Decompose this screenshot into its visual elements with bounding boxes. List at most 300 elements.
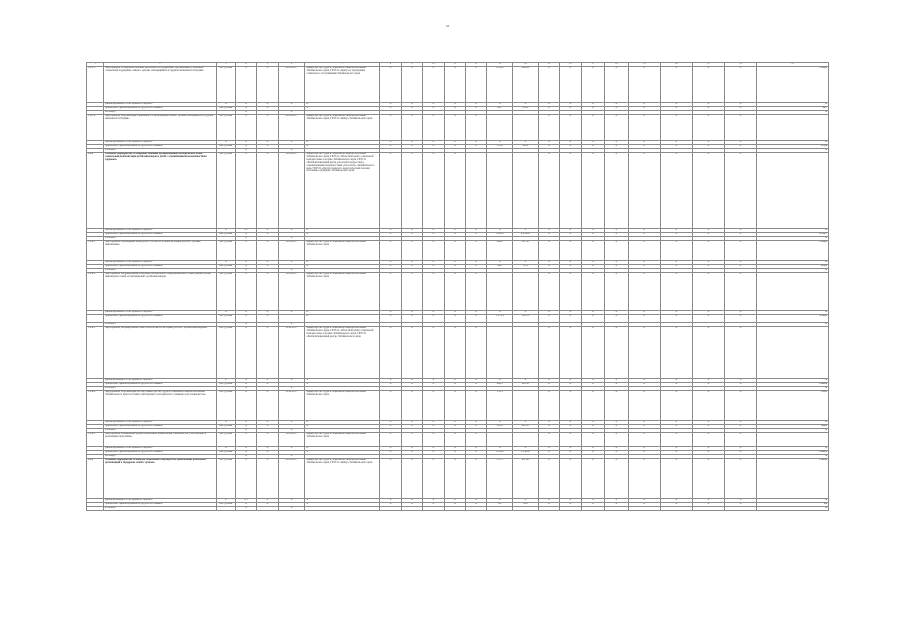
period: X [278, 237, 305, 241]
col-22-value: X [724, 115, 756, 141]
col-10-value: X [423, 327, 444, 379]
col-20-value: X [660, 451, 692, 455]
col-9-value: X [401, 241, 422, 261]
col-8-value: X [380, 233, 401, 237]
col-19-value: X [628, 103, 660, 107]
col-21-value: X [692, 141, 724, 145]
col-15-value: X [538, 503, 559, 507]
col-16-value: X [560, 107, 581, 111]
table-row [87, 67, 829, 103]
col-18-value: X [605, 273, 629, 311]
col-4-value: 0,1 [235, 499, 256, 503]
col-18-value: X [605, 103, 629, 107]
col-4-value: X [235, 447, 256, 451]
col-11-value: X [444, 379, 465, 383]
col-4-value: X [235, 107, 256, 111]
col-17-value: X [581, 503, 605, 507]
col-20-value: X [660, 261, 692, 265]
col-16-value: X [560, 103, 581, 107]
col-22-value: X [724, 273, 756, 311]
col-10-value: X [423, 383, 444, 387]
col-11-value: X [444, 327, 465, 379]
col-8-value: X [380, 229, 401, 233]
column-number-cell: 9 [401, 63, 422, 67]
col-20-value: X [660, 233, 692, 237]
col-8-value: X [380, 67, 401, 103]
col-21-value: X [692, 261, 724, 265]
executor [305, 507, 380, 511]
period: 2016-2017 [278, 327, 305, 379]
col-4-value: X [235, 237, 256, 241]
col-18-value: X [605, 459, 629, 499]
col-12-value: X [465, 261, 486, 265]
col-15-value: X [538, 383, 559, 387]
col-9-value [401, 507, 422, 511]
col-11-value: X [444, 311, 465, 315]
col-9-value: X [401, 421, 422, 425]
col-10-value: X [423, 447, 444, 451]
col-22-value [724, 507, 756, 511]
table-row [87, 273, 829, 311]
col-5-value: X [257, 115, 278, 141]
col-4-value: X [235, 391, 256, 421]
col-16-value: X [560, 425, 581, 429]
column-number-cell: 3 [216, 63, 235, 67]
col-4-value: X [235, 115, 256, 141]
total-value: 0,0 [757, 503, 829, 507]
col-17-value: X [581, 459, 605, 499]
col-21-value: X [692, 229, 724, 233]
col-16-value: X [560, 229, 581, 233]
col-15-value: X [538, 451, 559, 455]
col-20-value [660, 507, 692, 511]
col-22-value: X [724, 425, 756, 429]
executor: X [305, 315, 380, 323]
row-name: Мероприятие «Совершенствование деятельности профильных организаций по оказанию социальной поддержки семьям с детьми, находящимися в трудной жизненной ситуации» [104, 67, 216, 103]
col-12-value: X [465, 67, 486, 103]
row-code: 1.9.3.3 [87, 67, 104, 103]
row-name: из Фонда [104, 507, 216, 511]
row-name: привлечено, финансирование из других источников [104, 451, 216, 455]
col-12-value: X [465, 425, 486, 429]
executor: Министерство труда и социальной защиты населения Забайкальского края, ГКУСО «Областной центр социальной помощи семье и детям» Забайкальского края, ГКУСО «Реабилитационный центр для детей и подростков с ограниченными возможностями «Спасатель» Забайкальского края, ГКУСО «Центр психолого-педагогической помощи населению «Доверие» Забайкальского края [305, 153, 380, 229]
col-4-value: X [235, 233, 256, 237]
year-2017-value [513, 153, 539, 229]
col-22-value: X [724, 447, 756, 451]
column-number-cell: 22 [724, 63, 756, 67]
year-2016-value: 151,6 [487, 145, 513, 149]
col-4-value: X [235, 111, 256, 115]
col-10-value: X [423, 115, 444, 141]
col-11-value: X [444, 67, 465, 103]
col-15-value: X [538, 153, 559, 229]
col-17-value: X [581, 273, 605, 311]
col-22-value: X [724, 451, 756, 455]
row-name: Мероприятие «Формирование и ведение регионального информационного банка данных детей-инвалидов и семей, воспитывающих детей-инвалидов» [104, 273, 216, 311]
col-11-value: X [444, 145, 465, 149]
col-19-value: X [628, 327, 660, 379]
col-19-value: X [628, 141, 660, 145]
col-15-value: X [538, 315, 559, 323]
col-17-value: X [581, 327, 605, 379]
col-17-value: X [581, 433, 605, 447]
col-12-value: X [465, 391, 486, 421]
col-5-value: X [257, 67, 278, 103]
col-19-value: X [628, 421, 660, 425]
total-value: X [757, 111, 829, 115]
total-value: X [757, 455, 829, 459]
col-20-value: X [660, 311, 692, 315]
col-12-value: X [465, 241, 486, 261]
table-body [87, 63, 829, 511]
col-17-value: X [581, 379, 605, 383]
col-21-value: X [692, 425, 724, 429]
col-8-value: X [380, 107, 401, 111]
row-code: 1.9.5 [87, 459, 104, 499]
year-2016-value: X [487, 447, 513, 451]
year-2017-value: 1 850,00 [513, 451, 539, 455]
total-value: 6 782,7 [757, 233, 829, 237]
col-22-value: X [724, 153, 756, 229]
unit [216, 507, 235, 511]
col-10-value: X [423, 503, 444, 507]
col-5-value: X [257, 103, 278, 107]
year-2016-value: 608,1 [487, 383, 513, 387]
col-12-value: X [465, 107, 486, 111]
executor: Министерство труда и социальной защиты населения Забайкальского края, ГКУСО «Центр» Забайкальского края [305, 115, 380, 141]
unit: тыс. рублей [216, 327, 235, 379]
total-value [757, 273, 829, 311]
col-20-value: X [660, 67, 692, 103]
row-name: финансирование за счет краевого бюджета [104, 447, 216, 451]
table-row [87, 507, 829, 511]
col-10-value: X [423, 459, 444, 499]
col-17-value: X [581, 67, 605, 103]
total-value: X [757, 323, 829, 327]
year-2016-value: X [487, 261, 513, 265]
col-15-value: X [538, 107, 559, 111]
col-4-value: X [235, 141, 256, 145]
col-11-value: X [444, 391, 465, 421]
col-9-value: X [401, 261, 422, 265]
period: X [278, 103, 305, 107]
row-code: 1.9.4.1 [87, 241, 104, 261]
col-19-value: X [628, 433, 660, 447]
col-8-value: X [380, 311, 401, 315]
year-2016-value [487, 115, 513, 141]
year-2016-value: X [487, 311, 513, 315]
col-8-value: X [380, 499, 401, 503]
col-4-value: X [235, 421, 256, 425]
col-4-value: 0,1 [235, 229, 256, 233]
col-10-value: X [423, 315, 444, 323]
col-16-value: X [560, 153, 581, 229]
col-17-value: X [581, 499, 605, 503]
col-16-value: X [560, 141, 581, 145]
col-11-value: X [444, 425, 465, 429]
col-8-value: X [380, 459, 401, 499]
col-16-value: X [560, 115, 581, 141]
row-name: привлечено, финансирование из других источников [104, 315, 216, 323]
col-17-value: X [581, 107, 605, 111]
column-number-cell: 10 [423, 63, 444, 67]
year-2016-value: 46,0 [487, 265, 513, 269]
year-2017-value: X [513, 447, 539, 451]
row-name: Мероприятие «Организация социального сопровождения семей с детьми, находящихся в трудной жизненной ситуации» [104, 115, 216, 141]
row-code: 1.9.4 [87, 153, 104, 229]
col-20-value: X [660, 421, 692, 425]
col-20-value: X [660, 229, 692, 233]
total-value: 2 415,9 [757, 315, 829, 323]
col-19-value: X [628, 379, 660, 383]
row-name: финансирование за счет краевого бюджета [104, 311, 216, 315]
row-code: 1.9.3.4 [87, 115, 104, 141]
col-4-value: X [235, 315, 256, 323]
col-15-value: X [538, 233, 559, 237]
row-name: привлечено, финансирование из других источников [104, 383, 216, 387]
col-19-value: X [628, 273, 660, 311]
col-20-value: X [660, 241, 692, 261]
year-2016-value [487, 433, 513, 447]
period: 2016-2017 [278, 67, 305, 103]
col-5-value: X [257, 233, 278, 237]
col-22-value: X [724, 145, 756, 149]
col-22-value: X [724, 391, 756, 421]
unit: X [216, 141, 235, 145]
unit: X [216, 311, 235, 315]
col-9-value: X [401, 391, 422, 421]
col-8-value: X [380, 261, 401, 265]
col-16-value: X [560, 145, 581, 149]
col-10-value: X [423, 451, 444, 455]
col-4-value: X [235, 507, 256, 511]
table-row [87, 327, 829, 379]
col-5-value: X [257, 459, 278, 499]
row-name: привлечено, финансирование из других источников [104, 107, 216, 111]
col-21-value: X [692, 115, 724, 141]
col-19-value: X [628, 459, 660, 499]
row-name: финансирование за счет краевого бюджета [104, 379, 216, 383]
unit: тыс. рублей [216, 67, 235, 103]
col-9-value: X [401, 327, 422, 379]
year-2016-value: 151,3 [487, 391, 513, 421]
col-8-value: X [380, 315, 401, 323]
col-22-value: X [724, 229, 756, 233]
col-12-value [465, 153, 486, 229]
col-20-value: X [660, 447, 692, 451]
year-2016-value: X [487, 421, 513, 425]
col-18-value: X [605, 229, 629, 233]
col-11-value [444, 507, 465, 511]
col-9-value: X [401, 233, 422, 237]
period: 2016-2017 [278, 115, 305, 141]
col-11-value: X [444, 261, 465, 265]
col-15-value: X [538, 115, 559, 141]
column-number-cell: 18 [605, 63, 629, 67]
col-21-value: X [692, 499, 724, 503]
col-18-value: X [605, 153, 629, 229]
col-11-value: X [444, 153, 465, 229]
unit: тыс. рублей [216, 107, 235, 111]
col-10-value: X [423, 421, 444, 425]
col-9-value: X [401, 503, 422, 507]
col-16-value: X [560, 451, 581, 455]
col-9-value: X [401, 103, 422, 107]
col-5-value: X [257, 265, 278, 269]
col-20-value: X [660, 273, 692, 311]
col-16-value: X [560, 241, 581, 261]
col-12-value: X [465, 451, 486, 455]
col-8-value: X [380, 273, 401, 311]
unit: тыс. рублей [216, 425, 235, 429]
col-4-value: X [235, 153, 256, 229]
executor: Министерство труда и социальной защиты населения Забайкальского края, ГКУСО «Центр» Забайкальского края [305, 459, 380, 499]
col-11-value: X [444, 451, 465, 455]
col-19-value: X [628, 229, 660, 233]
col-4-value: X [235, 145, 256, 149]
col-20-value: X [660, 107, 692, 111]
year-2016-value: X [487, 499, 513, 503]
unit: тыс. рублей [216, 265, 235, 269]
col-10-value: X [423, 499, 444, 503]
col-12-value: X [465, 421, 486, 425]
year-2017-value: X [513, 261, 539, 265]
col-21-value: X [692, 503, 724, 507]
executor: Министерство труда и социальной защиты населения Забайкальского края, ГКУСО «Областной центр социальной помощи семье и детям» Забайкальского края, ГКУСО «Реабилитационный центр» Забайкальского края [305, 327, 380, 379]
row-name: финансирование за счет краевого бюджета [104, 261, 216, 265]
column-number-cell: 4 [235, 63, 256, 67]
col-18-value: X [605, 503, 629, 507]
period: X [278, 261, 305, 265]
row-name: Основное мероприятие «Развитие социального партнерства, привлечение различных организаций к поддержке семей с детьми» [104, 459, 216, 499]
total-value [757, 115, 829, 141]
col-18-value: X [605, 107, 629, 111]
executor: Министерство труда и социальной защиты населения Забайкальского края [305, 433, 380, 447]
col-8-value: X [380, 241, 401, 261]
executor: X [305, 103, 380, 107]
col-4-value: X [235, 67, 256, 103]
year-2017-value: X [513, 379, 539, 383]
col-15-value: X [538, 145, 559, 149]
col-20-value: X [660, 103, 692, 107]
total-value: X [757, 507, 829, 511]
col-18-value: X [605, 379, 629, 383]
period: X [278, 429, 305, 433]
col-16-value: X [560, 265, 581, 269]
col-16-value: X [560, 499, 581, 503]
col-21-value: X [692, 265, 724, 269]
col-21-value: X [692, 233, 724, 237]
col-8-value: X [380, 153, 401, 229]
col-18-value: X [605, 425, 629, 429]
unit: тыс. рублей [216, 115, 235, 141]
executor: X [305, 233, 380, 237]
col-17-value: X [581, 425, 605, 429]
column-number-cell: 20 [660, 63, 692, 67]
col-4-value: X [235, 265, 256, 269]
col-16-value: X [560, 233, 581, 237]
period: 2016-2017 [278, 241, 305, 261]
row-name: Мероприятие «Проведение конкурсного отбора на лучшие методики работы с детьми-инвалидами» [104, 241, 216, 261]
col-4-value: X [235, 387, 256, 391]
unit: тыс. рублей [216, 145, 235, 149]
row-code [87, 315, 104, 323]
col-5-value: X [257, 383, 278, 387]
col-5-value: X [257, 425, 278, 429]
period: X [278, 387, 305, 391]
period: 2016-2017 [278, 459, 305, 499]
col-16-value: X [560, 383, 581, 387]
col-15-value: X [538, 265, 559, 269]
col-20-value: X [660, 115, 692, 141]
col-16-value: X [560, 379, 581, 383]
col-10-value: X [423, 145, 444, 149]
col-10-value [423, 507, 444, 511]
col-17-value: X [581, 233, 605, 237]
col-5-value: X [257, 391, 278, 421]
col-16-value: X [560, 503, 581, 507]
col-16-value: X [560, 315, 581, 323]
col-10-value: X [423, 233, 444, 237]
col-12-value [465, 507, 486, 511]
year-2016-value: 3 849,0 [487, 233, 513, 237]
period: X [278, 421, 305, 425]
col-22-value: X [724, 261, 756, 265]
year-2017-value: X [513, 141, 539, 145]
col-5-value: X [257, 141, 278, 145]
col-15-value: X [538, 327, 559, 379]
col-12-value: X [465, 311, 486, 315]
row-name: из Фонда [104, 387, 216, 391]
col-17-value [581, 507, 605, 511]
col-4-value: X [235, 459, 256, 499]
col-18-value: X [605, 115, 629, 141]
col-21-value: X [692, 327, 724, 379]
col-16-value: X [560, 327, 581, 379]
unit: тыс. рублей [216, 273, 235, 311]
col-5-value: X [257, 315, 278, 323]
col-10-value: X [423, 379, 444, 383]
col-10-value: X [423, 273, 444, 311]
total-value: 94,7 [757, 107, 829, 111]
year-2016-value: X [487, 229, 513, 233]
col-22-value: X [724, 67, 756, 103]
col-9-value: X [401, 499, 422, 503]
period: 2016-2017 [278, 153, 305, 229]
year-2016-value: 1 234,2 [487, 451, 513, 455]
col-4-value: X [235, 429, 256, 433]
period [278, 315, 305, 323]
total-value: 2 084,2 [757, 451, 829, 455]
row-name: привлечено, финансирование из других источников [104, 233, 216, 237]
col-19-value: X [628, 391, 660, 421]
col-9-value: X [401, 315, 422, 323]
period: X [278, 499, 305, 503]
col-12-value: X [465, 273, 486, 311]
col-4-value: X [235, 269, 256, 273]
col-18-value [605, 507, 629, 511]
col-8-value: X [380, 451, 401, 455]
col-11-value: X [444, 459, 465, 499]
col-5-value: X [257, 229, 278, 233]
row-name: из Фонда [104, 323, 216, 327]
col-22-value: X [724, 327, 756, 379]
row-name: привлечено, финансирование из других источников [104, 425, 216, 429]
unit: X [216, 261, 235, 265]
year-2017-value: 95,00 [513, 107, 539, 111]
col-9-value: X [401, 115, 422, 141]
col-11-value: X [444, 447, 465, 451]
